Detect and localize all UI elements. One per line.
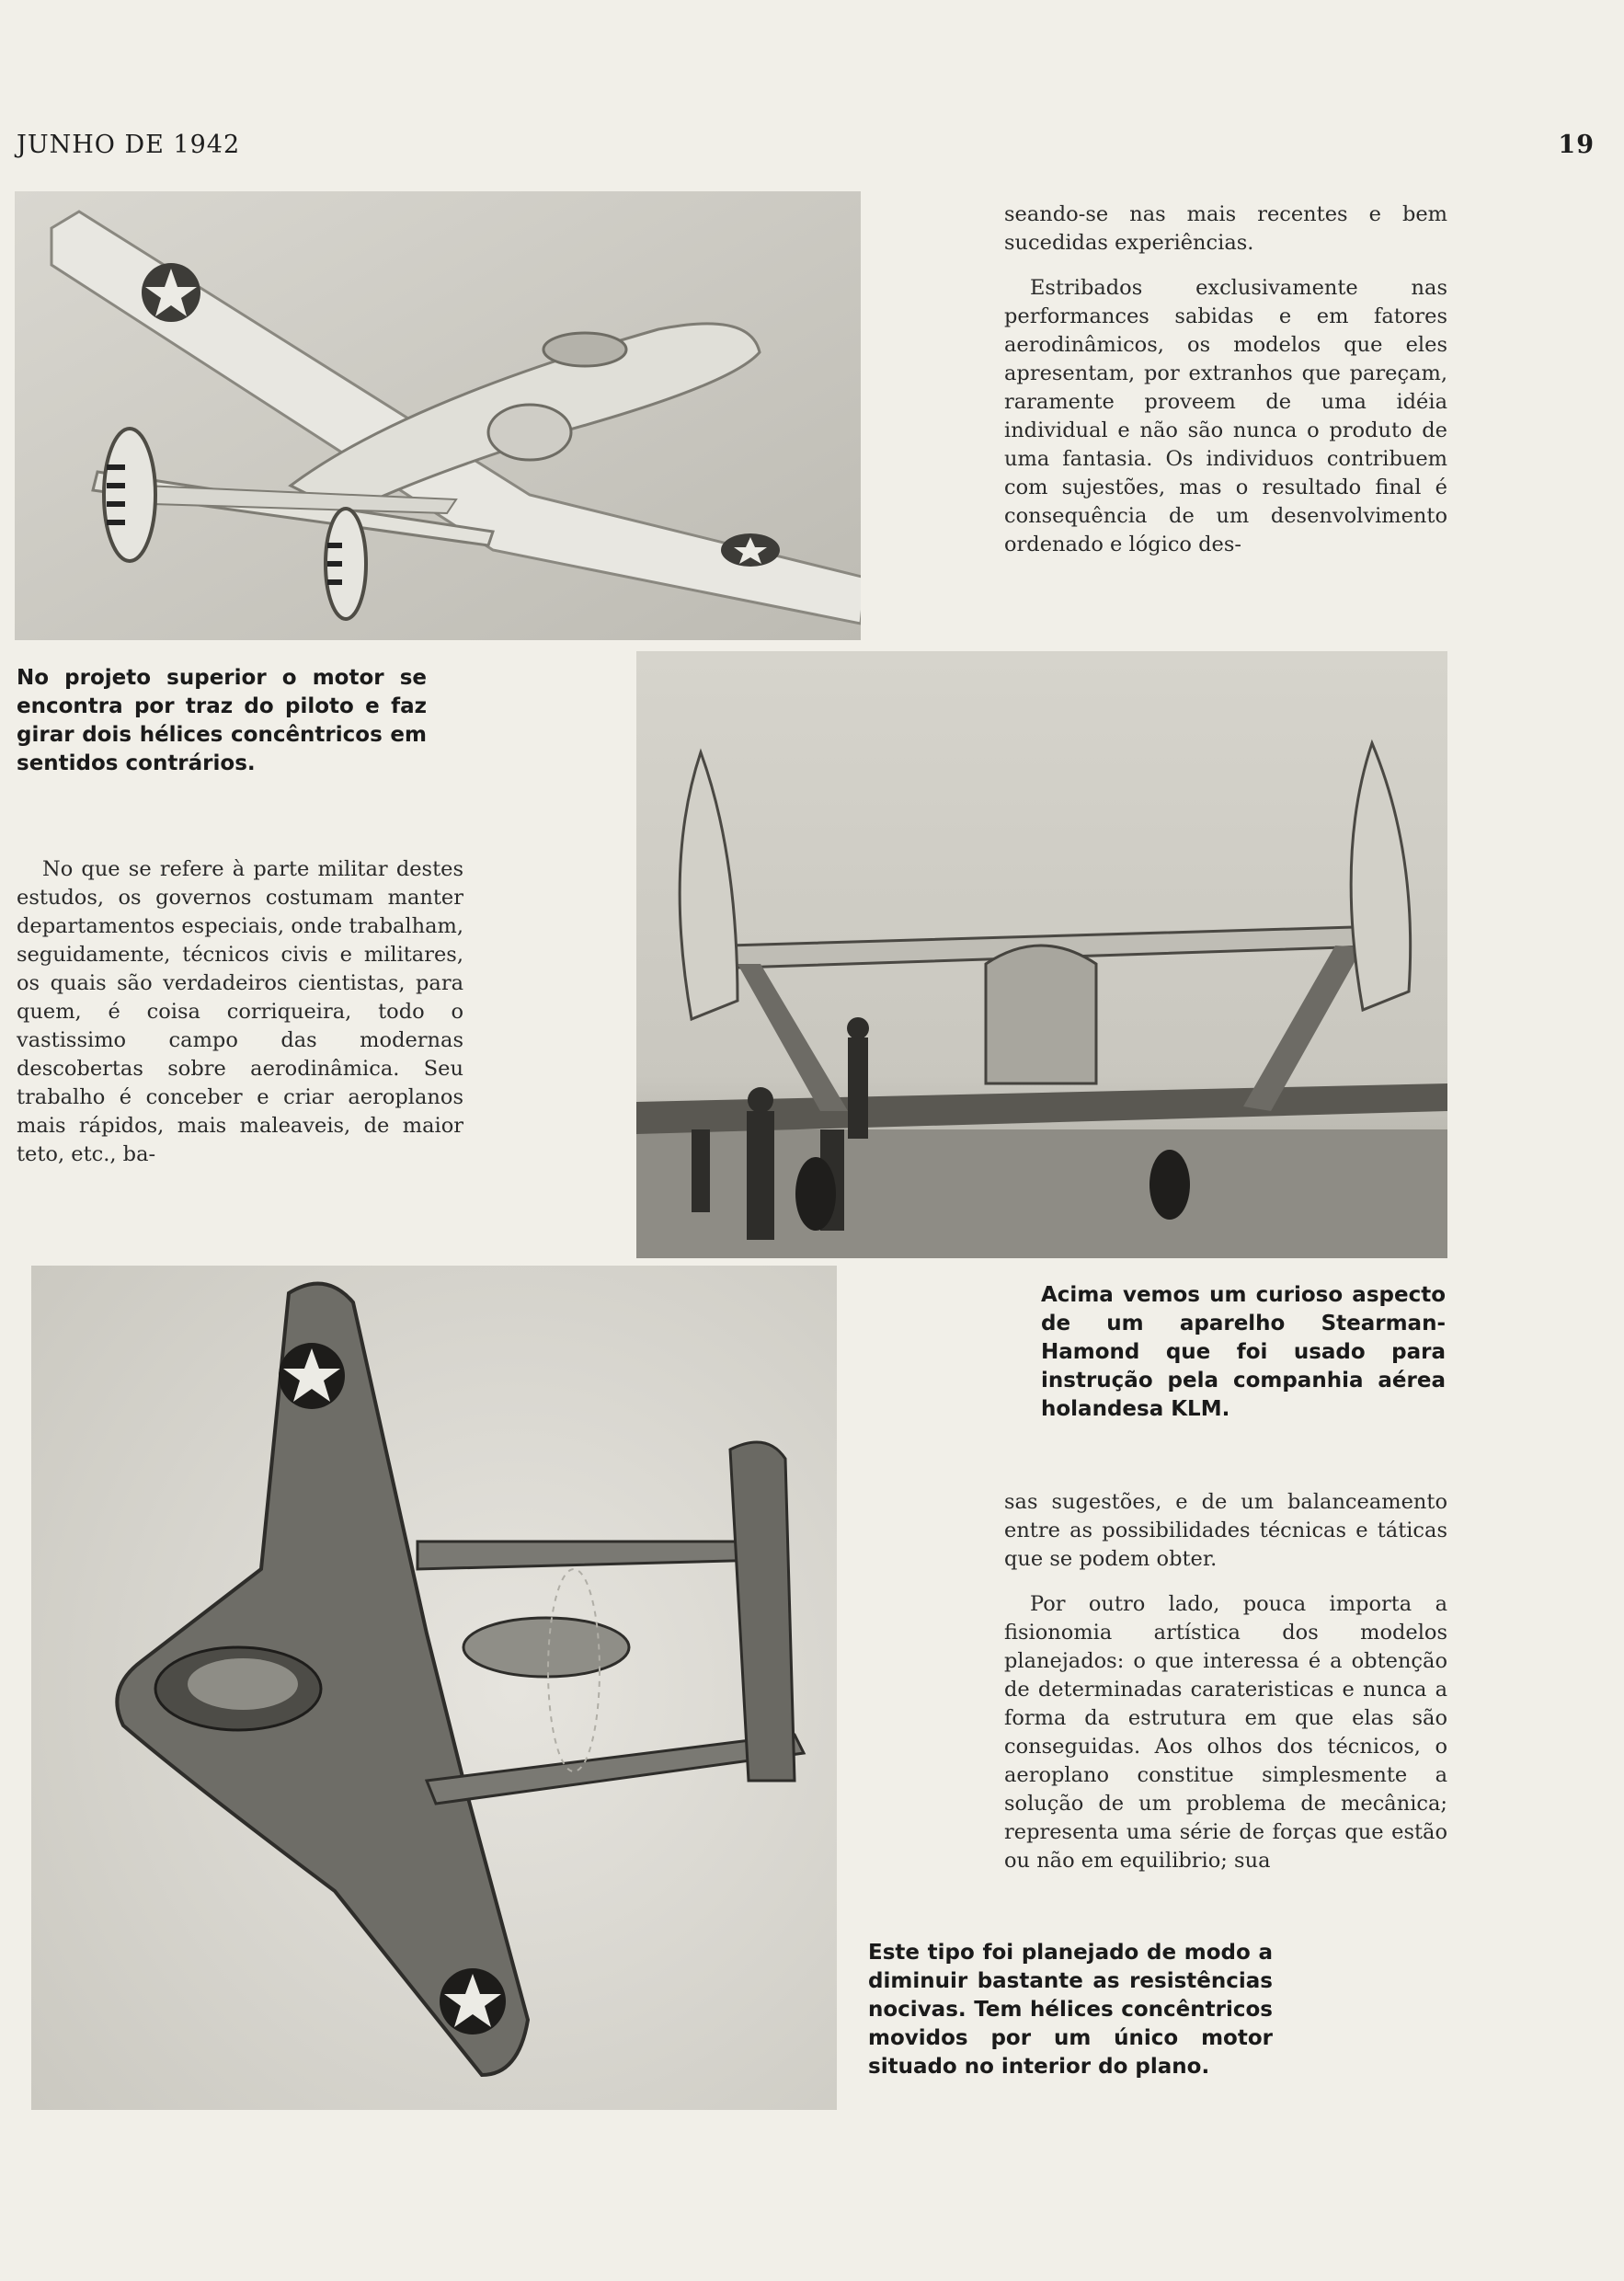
- bottom-aircraft-photo: [31, 1266, 837, 2110]
- page-number: 19: [1558, 131, 1595, 159]
- middle-aircraft-photo: [636, 651, 1447, 1258]
- paragraph: sas sugestões, e de um balanceamento entre as possibilidades técnicas e táticas que se podem obter.: [1004, 1490, 1447, 1571]
- caption-bottom-photo: Este tipo foi planejado de modo a diminuir bastante as resistências nocivas. Tem hélices concêntricos movidos por um único motor situado no interior do plano.: [868, 1941, 1273, 2079]
- caption-middle-photo: Acima vemos um curioso aspecto de um aparelho Stearman-Hamond que foi usado para instrução pela companhia aérea holandesa KLM.: [1041, 1283, 1446, 1421]
- flying-wing-illustration: [31, 1266, 837, 2110]
- caption-top-photo: No projeto superior o motor se encontra por traz do piloto e faz girar dois hélices concêntricos em sentidos contrários.: [17, 666, 427, 775]
- star-insignia-top: [279, 1343, 345, 1409]
- paragraph: No que se refere à parte militar destes estudos, os governos costumam manter departamentos especiais, onde trabalham, seguidamente, técnicos civis e militares, os quais são verdadeiros cientistas, para quem, é coisa corriqueira, todo o vastissimo campo das modernas descobertas sobre aerodinâmica. Seu trabalho é conceber e criar aeroplanos mais rápidos, mais maleaveis, de maior teto, etc., ba-: [17, 857, 463, 1166]
- issue-date: JUNHO DE 1942: [17, 131, 241, 159]
- paragraph: Por outro lado, pouca importa a fisionomia artística dos modelos planejados: o que interessa é a obtenção de determinadas carateristicas e nunca a forma da estrutura em que elas são conseguidas. Aos olhos dos técnicos, o aeroplano constitue simplesmente a solução de um problema de mecânica; representa uma série de forças que estão ou não em equilibrio; sua: [1004, 1592, 1447, 1873]
- paragraph: seando-se nas mais recentes e bem sucedidas experiências.: [1004, 202, 1447, 255]
- stearman-hammond-illustration: [636, 651, 1447, 1258]
- twin-boom-fighter-illustration: [15, 191, 861, 640]
- star-insignia-bottom: [440, 1968, 506, 2035]
- text-column-bottom-right: [1004, 1488, 1447, 1892]
- star-insignia-right: [721, 533, 780, 567]
- paragraph: Estribados exclusivamente nas performances sabidas e em fatores aerodinâmicos, os modelos que eles apresentam, por extranhos que pareçam, raramente proveem de uma idéia individual e não são nunca o produto de uma fantasia. Os individuos contribuem com sujestões, mas o resultado final é consequência de um desenvolvimento ordenado e lógico des-: [1004, 276, 1447, 556]
- top-aircraft-photo: [15, 191, 861, 640]
- text-column-middle-left: [17, 855, 463, 1186]
- star-insignia-left: [142, 263, 200, 322]
- text-column-top-right: [1004, 201, 1447, 576]
